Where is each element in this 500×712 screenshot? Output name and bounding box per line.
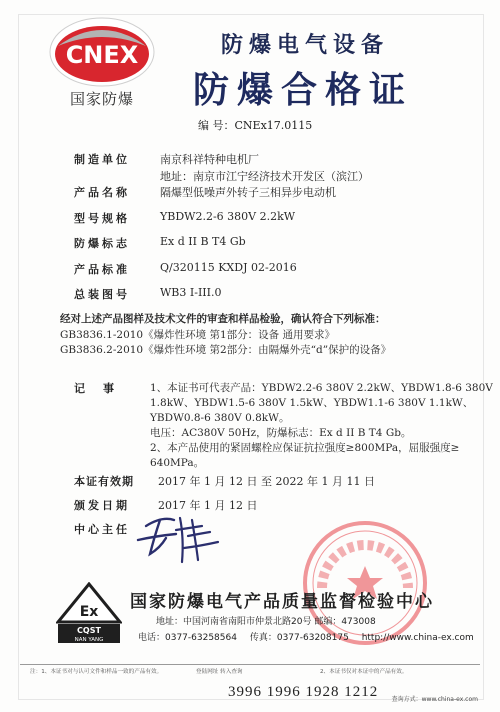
footer-note-right: 2、本证书仅对本证中的产品有效。 <box>320 669 408 675</box>
svg-text:CQST: CQST <box>77 626 101 635</box>
certificate-number-label: 编 号： <box>198 119 235 132</box>
manufacturer-address: 地址：南京市江宁经济技术开发区（滨江） <box>160 170 369 183</box>
logo-caption: 国家防爆 <box>69 90 134 108</box>
assembly-drawing-label: 总装图号 <box>74 288 130 301</box>
certificate-number <box>198 117 312 133</box>
footer-divider <box>20 664 480 665</box>
validity-value: 2017 年 1 月 12 日 至 2022 年 1 月 11 日 <box>158 475 375 488</box>
manufacturer-value: 南京科祥特种电机厂 <box>160 153 259 166</box>
standards-intro: 经对上述产品图样及技术文件的审查和样品检验，确认符合下列标准： <box>60 313 386 325</box>
note-line: 1、本证书可代表产品：YBDW2.2-6 380V 2.2kW、YBDW1.8-6 380V <box>150 382 493 394</box>
note-line: 2、本产品使用的紧固螺栓应保证抗拉强度≥800MPa，屈服强度≥ <box>150 442 460 454</box>
standard-line: GB3836.1-2010《爆炸性环境 第1部分：设备 通用要求》 <box>60 329 335 341</box>
note-line: 640MPa。 <box>150 457 205 469</box>
issuing-body-title: 国家防爆电气产品质量监督检验中心 <box>130 592 434 612</box>
model-label: 型号规格 <box>74 212 130 225</box>
website-link[interactable]: http://www.china-ex.com <box>361 633 474 643</box>
serial-number: 3996 1996 1928 1212 <box>228 684 379 700</box>
issue-date-label: 颁发日期 <box>74 499 130 512</box>
cnex-logo <box>48 16 156 88</box>
model-value: YBDW2.2-6 380V 2.2kW <box>160 210 296 223</box>
note-line: 电压：AC380V 50Hz，防爆标志：Ex d II B T4 Gb。 <box>150 427 412 439</box>
assembly-drawing-value: WB3 I-III.0 <box>160 286 222 299</box>
standard-line: GB3836.2-2010《爆炸性环境 第2部分：由隔爆外壳“d”保护的设备》 <box>60 344 392 356</box>
note-line: 1.8kW、YBDW1.5-6 380V 1.5kW、YBDW1.1-6 380V 1.1kW、 <box>150 397 474 409</box>
svg-text:CNEX: CNEX <box>65 41 139 69</box>
document-subtitle: 防爆电气设备 <box>220 33 389 58</box>
ex-marking-value: Ex d II B T4 Gb <box>160 235 246 248</box>
svg-text:NAN YANG: NAN YANG <box>74 637 104 643</box>
footer-note-left: 注：1、本证书对与认可文件和样品一致的产品有效。 <box>30 669 163 675</box>
fax: 传真：0377-63208175 <box>249 633 349 643</box>
issue-date-value: 2017 年 1 月 12 日 <box>158 499 258 512</box>
ex-marking-label: 防爆标志 <box>74 237 130 250</box>
notes-label: 记事 <box>74 382 132 395</box>
query-website: 查询方式：www.china-ex.com <box>391 696 478 703</box>
director-signature <box>132 508 228 568</box>
telephone: 电话：0377-63258564 <box>138 633 237 643</box>
note-line: YBDW0.8-6 380V 0.8kW。 <box>150 412 290 424</box>
director-label: 中心主任 <box>74 523 130 536</box>
product-name-label: 产品名称 <box>74 186 130 199</box>
svg-text:Ex: Ex <box>79 604 99 620</box>
certificate-number-value: CNEx17.0115 <box>234 119 313 132</box>
ex-logo <box>56 582 122 644</box>
product-standard-value: Q/320115 KXDJ 02-2016 <box>160 261 297 274</box>
manufacturer-label: 制造单位 <box>74 153 130 166</box>
product-standard-label: 产品标准 <box>74 263 130 276</box>
product-name-value: 隔爆型低噪声外转子三相异步电动机 <box>160 186 336 199</box>
footer-note-middle: 登陆网址 转入查询 <box>196 669 243 675</box>
issuing-body-address: 地址：中国河南省南阳市仲景北路20号 邮编：473008 <box>156 617 376 627</box>
issuing-body-contacts <box>138 630 484 643</box>
document-title: 防爆合格证 <box>192 70 413 111</box>
official-seal <box>300 518 430 648</box>
validity-label: 本证有效期 <box>74 475 134 488</box>
